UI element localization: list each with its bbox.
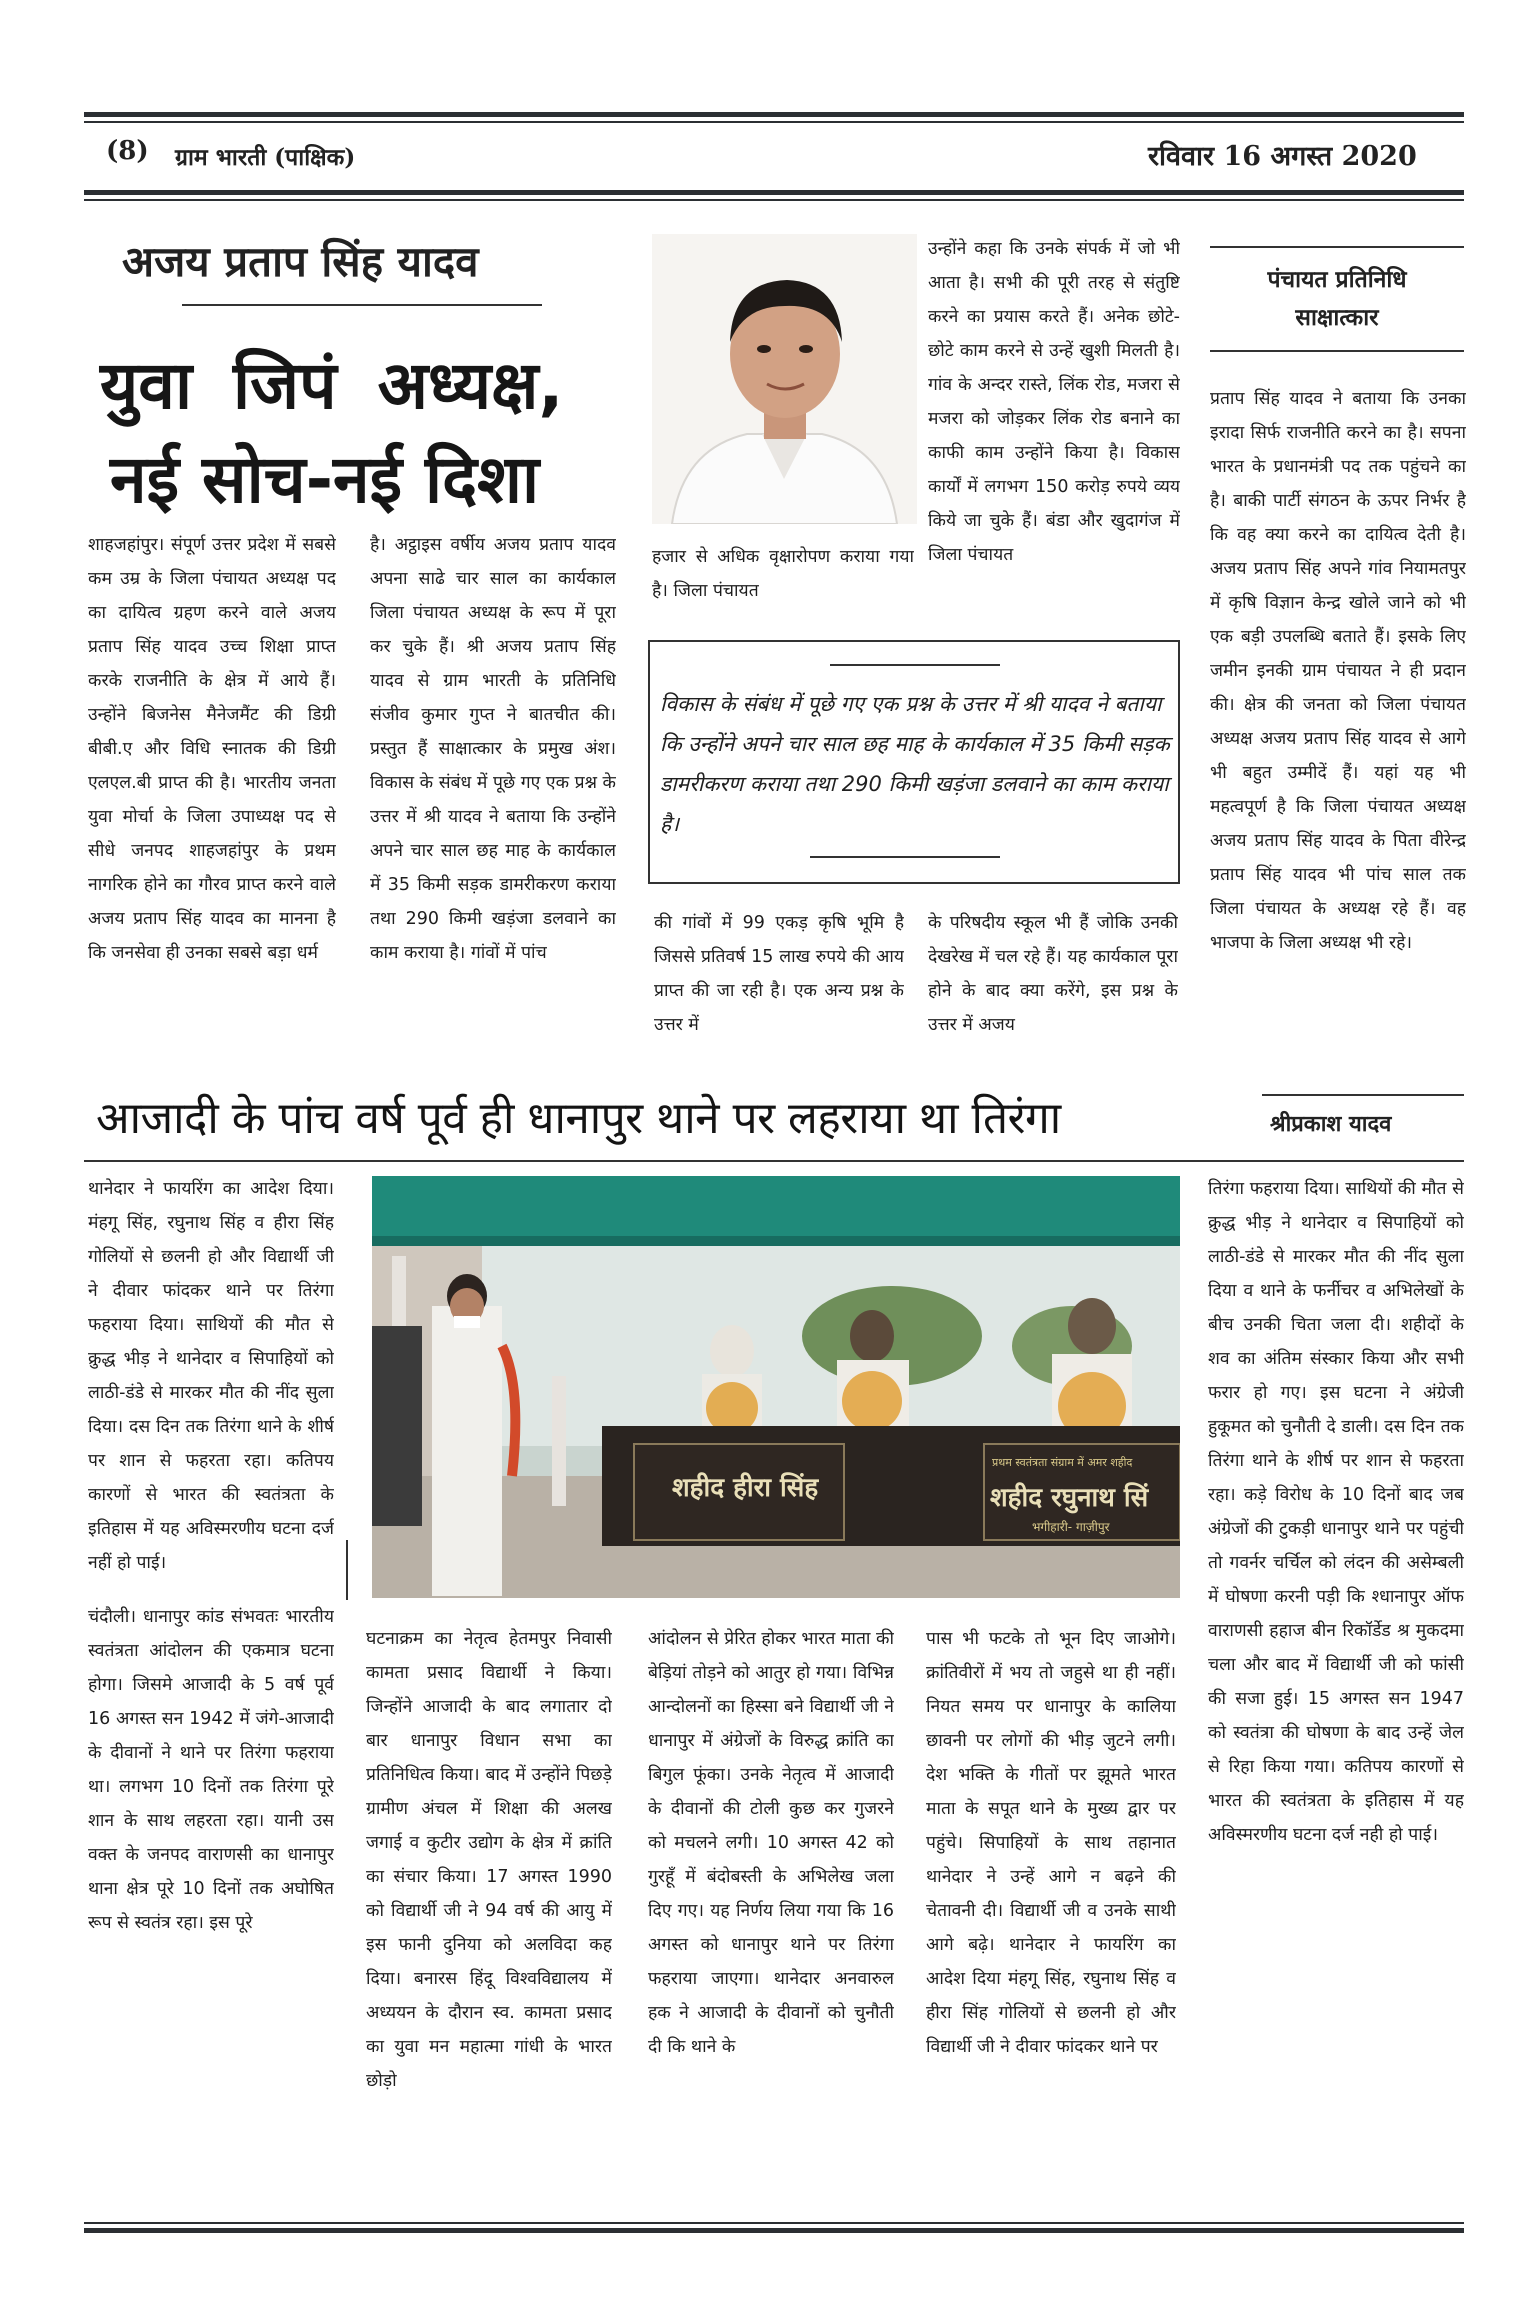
article2-col4-text: पास भी फटके तो भून दिए जाओगे। क्रांतिवीरों में भय तो जहुसे था ही नहीं। नियत समय पर धानापुर के कालिया छावनी पर लोगों की भीड़ जुटने लगी। देश भक्ति के गीतों पर झूमते भारत माता के सपूत थाने के मुख्य द्वार पर पहुंचे। सिपाहियों के साथ तहानात थानेदार ने उन्हें आगे न बढ़ने की चेतावनी दी। विद्यार्थी जी व उनके साथी आगे बढ़े। थानेदार ने फायरिंग का आदेश दिया मंहगू सिंह, रघुनाथ सिंह व हीरा सिंह गोलियों से छलनी हो और विद्यार्थी जी ने दीवार फांदकर थाने पर bbox=[926, 1629, 1176, 2057]
pullquote-text: विकास के संबंध में पूछे गए एक प्रश्न के उत्तर में श्री यादव ने बताया कि उन्होंने अपने चार साल छह माह के कार्यकाल में 35 किमी सड़क डामरीकरण कराया तथा 290 किमी खड़ंजा डलवाने का काम कराया है। bbox=[660, 692, 1170, 836]
article1-headline-line2: नई सोच-नई दिशा bbox=[110, 441, 540, 518]
article1-bottom-right-text: के परिषदीय स्कूल भी हैं जोकि उनकी देखरेख में चल रहे हैं। यह कार्यकाल पूरा होने के बाद क्या करेंगे, इस प्रश्न के उत्तर में अजय bbox=[928, 913, 1178, 1035]
article1-col3-text: उन्होंने कहा कि उनके संपर्क में जो भी आता है। सभी की पूरी तरह से संतुष्टि करने का प्रयास करते हैं। अनेक छोटे-छोटे काम करने से उन्हें खुशी मिलती है। गांव के अन्दर रास्ते, लिंक रोड, मजरा से मजरा को जोड़कर लिंक रोड बनाने का काफी काम उन्होंने किया है। विकास कार्यों में लगभग 150 करोड़ रुपये व्यय किये जा चुके हैं। बंडा और खुदागंज में जिला पंचायत bbox=[928, 239, 1180, 565]
article2-col1-para2: चंदौली। धानापुर कांड संभवतः भारतीय स्वतंत्रता आंदोलन की एकमात्र घटना होगा। जिसमे आजादी के 5 वर्ष पूर्व 16 अगस्त सन 1942 में जंगे-आजादी के दीवानों ने थाने पर तिरंगा फहराया था। लगभग 10 दिनों तक तिरंगा पूरे शान के साथ लहरता रहा। यानी उस वक्त के जनपद वाराणसी का धानापुर थाना क्षेत्र पूरे 10 दिनों तक अघोषित रूप से स्वतंत्र रहा। इस पूरे bbox=[88, 1607, 334, 1933]
article2-headline: आजादी के पांच वर्ष पूर्व ही धानापुर थाने पर लहराया था तिरंगा bbox=[96, 1093, 1061, 1144]
article2-col3-text: आंदोलन से प्रेरित होकर भारत माता की बेड़ियां तोड़ने को आतुर हो गया। विभिन्न आन्दोलनों का हिस्सा बने विद्यार्थी जी ने धानापुर में अंग्रेजों के विरुद्ध क्रांति का बिगुल फूंका। उनके नेतृत्व में आजादी के दीवानों की टोली कुछ कर गुजरने को मचलने लगी। 10 अगस्त 42 को गुरहूँ में बंदोबस्ती के अभिलेख जला दिए गए। यह निर्णय लिया गया कि 16 अगस्त को धानापुर थाने पर तिरंगा फहराया जाएगा। थानेदार अनवारुल हक ने आजादी के दीवानों को चुनौती दी कि थाने के bbox=[648, 1629, 894, 2057]
article2-column-5 bbox=[1208, 1172, 1464, 2192]
article2-byline-rule bbox=[1262, 1094, 1464, 1096]
top-rule-thick bbox=[84, 112, 1464, 117]
memorial-illustration bbox=[372, 1176, 1180, 1598]
top-rule-thin bbox=[84, 121, 1464, 123]
article1-col2-text: है। अट्ठाइस वर्षीय अजय प्रताप यादव अपना साढे चार साल का कार्यकाल जिला पंचायत अध्यक्ष के रूप में पूरा कर चुके हैं। श्री अजय प्रताप सिंह यादव से ग्राम भारती के प्रतिनिधि संजीव कुमार गुप्त ने बातचीत की। प्रस्तुत हैं साक्षात्कार के प्रमुख अंश। विकास के संबंध में पूछे गए एक प्रश्न के उत्तर में श्री यादव ने बताया कि उन्होंने अपने चार साल छह माह के कार्यकाल में 35 किमी सड़क डामरीकरण कराया तथा 290 किमी खड़ंजा डलवाने का काम कराया है। गांवों में पांच bbox=[370, 535, 616, 963]
article1-bottom-left-text: की गांवों में 99 एकड़ कृषि भूमि है जिससे प्रतिवर्ष 15 लाख रुपये की आय प्राप्त की जा रही है। एक अन्य प्रश्न के उत्तर में bbox=[654, 913, 904, 1035]
sidebar-rule-top bbox=[1210, 246, 1464, 248]
footer-rule-thick bbox=[84, 2228, 1464, 2233]
article2-col2-text: घटनाक्रम का नेतृत्व हेतमपुर निवासी कामता प्रसाद विद्यार्थी ने किया। जिन्होंने आजादी के बाद लगातार दो बार धानापुर विधान सभा का प्रतिनिधित्व किया। बाद में उन्होंने पिछड़े ग्रामीण अंचल में शिक्षा की अलख जगाई व कुटीर उद्योग के क्षेत्र में क्रांति का संचार किया। 17 अगस्त 1990 को विद्यार्थी जी ने 94 वर्ष की आयु में इस फानी दुनिया को अलविदा कह दिया। बनारस हिंदू विश्वविद्यालय में अध्ययन के दौरान स्व. कामता प्रसाद का युवा मन महात्मा गांधी के भारत छोड़ो bbox=[366, 1629, 612, 2091]
plaque-left-name: शहीद हीरा सिंह bbox=[672, 1473, 819, 1503]
article1-headline-line1: युवा जिपं अध्यक्ष, bbox=[100, 347, 564, 424]
sidebar-title-line2: साक्षात्कार bbox=[1295, 305, 1379, 331]
issue-date: रविवार 16 अगस्त 2020 bbox=[1148, 141, 1417, 172]
header-rule-thick bbox=[84, 190, 1464, 195]
article2-headline-rule bbox=[84, 1160, 1464, 1162]
article2-col1-para1: थानेदार ने फायरिंग का आदेश दिया। मंहगू सिंह, रघुनाथ सिंह व हीरा सिंह गोलियों से छलनी हो और विद्यार्थी जी ने दीवार फांदकर थाने पर तिरंगा फहराया दिया। साथियों की मौत से क्रुद्ध भीड़ ने थानेदार व सिपाहियों को लाठी-डंडे से मारकर मौत की नींद सुला दिया। दस दिन तक तिरंगा थाने के शीर्ष पर शान से फहरता रहा। कतिपय कारणों से भारत की स्वतंत्रता के इतिहास में यह अविस्मरणीय घटना दर्ज नहीं हो पाई। bbox=[88, 1179, 334, 1573]
article2-column-3 bbox=[648, 1622, 894, 2192]
article1-column-2 bbox=[370, 528, 616, 1048]
footer-rule-thin bbox=[84, 2222, 1464, 2224]
article2-col5-text: तिरंगा फहराया दिया। साथियों की मौत से क्रुद्ध भीड़ ने थानेदार व सिपाहियों को लाठी-डंडे से मारकर मौत की नींद सुला दिया व थाने के फर्नीचर व अभिलेखों के बीच उनकी चिता जला दी। शहीदों के शव का अंतिम संस्कार किया और सभी फरार हो गए। इस घटना ने अंग्रेजी हुकूमत को चुनौती दे डाली। दस दिन तक तिरंगा थाने के शीर्ष पर शान से फहरता रहा। कड़े विरोध के 10 दिनों बाद जब अंग्रेजों की टुकड़ी धानापुर थाने पर पहुंची तो गवर्नर चर्चिल को लंदन की असेम्बली में घोषणा करनी पड़ी कि श्धानापुर ऑफ वाराणसी हहाज बीन रिकॉर्डेड श्र मुकदमा चला और बाद में विद्यार्थी जी को फांसी की सजा हुई। 15 अगस्त सन 1947 को स्वतंत्रा की घोषणा के बाद उन्हें जेल से रिहा किया गया। कतिपय कारणों से भारत की स्वतंत्रता के इतिहास में यह अविस्मरणीय घटना दर्ज नही हो पाई। bbox=[1208, 1179, 1464, 1845]
article1-byline: अजय प्रताप सिंह यादव bbox=[122, 237, 479, 286]
pullquote-rule-top bbox=[830, 664, 1000, 666]
sidebar-text: प्रताप सिंह यादव ने बताया कि उनका इरादा सिर्फ राजनीति करने का है। सपना भारत के प्रधानमंत्री पद तक पहुंचने का है। बाकी पार्टी संगठन के ऊपर निर्भर है कि वह क्या करने का दायित्व देती है। अजय प्रताप सिंह अपने गांव नियामतपुर में कृषि विज्ञान केन्द्र खोले जाने को भी एक बड़ी उपलब्धि बताते हैं। इसके लिए जमीन इनकी ग्राम पंचायत ने ही प्रदान की। क्षेत्र की जनता को जिला पंचायत अध्यक्ष अजय प्रताप सिंह यादव से आगे भी बहुत उम्मीदें हैं। यहां यह भी महत्वपूर्ण है कि जिला पंचायत अध्यक्ष अजय प्रताप सिंह यादव के पिता वीरेन्द्र प्रताप सिंह यादव भी पांच साल तक जिला पंचायत के अध्यक्ष रहे हैं। वह भाजपा के जिला अध्यक्ष भी रहे। bbox=[1210, 389, 1466, 953]
sidebar-column bbox=[1210, 382, 1466, 1056]
pullquote-box bbox=[648, 640, 1180, 884]
plaque-right-sub: भगीहारी- गाज़ीपुर bbox=[1032, 1520, 1110, 1534]
portrait-photo bbox=[652, 234, 917, 524]
article1-col1-text: शाहजहांपुर। संपूर्ण उत्तर प्रदेश में सबसे कम उम्र के जिला पंचायत अध्यक्ष पद का दायित्व ग्रहण करने वाले अजय प्रताप सिंह यादव उच्च शिक्षा प्राप्त करके राजनीति के क्षेत्र में आये हैं। उन्होंने बिजनेस मैनेजमैंट की डिग्री बीबी.ए और विधि स्नातक की डिग्री एलएल.बी प्राप्त की है। भारतीय जनता युवा मोर्चा के जिला उपाध्यक्ष पद से सीधे जनपद शाहजहांपुर के प्रथम नागरिक होने का गौरव प्राप्त करने वाले अजय प्रताप सिंह यादव का मानना है कि जनसेवा ही उनका सबसे बड़ा धर्म bbox=[88, 535, 336, 963]
plaque-small-text: प्रथम स्वतंत्रता संग्राम में अमर शहीद bbox=[992, 1456, 1133, 1469]
pullquote-rule-bottom bbox=[810, 856, 1000, 858]
sidebar-rule-bottom bbox=[1210, 350, 1464, 352]
portrait-illustration bbox=[652, 234, 917, 524]
article2-byline: श्रीप्रकाश यादव bbox=[1270, 1112, 1392, 1137]
article2-column-4 bbox=[926, 1622, 1176, 2192]
article2-column-2 bbox=[366, 1622, 612, 2192]
header-rule-thin bbox=[84, 199, 1464, 201]
page-number: (8) bbox=[106, 136, 149, 166]
memorial-photo bbox=[372, 1176, 1180, 1598]
article1-column-1 bbox=[88, 528, 336, 1048]
plaque-right-name: शहीद रघुनाथ सिं bbox=[990, 1483, 1149, 1513]
sidebar-title-line1: पंचायत प्रतिनिधि bbox=[1267, 267, 1407, 293]
photo-caption-column bbox=[652, 540, 914, 610]
article1-column-3-top bbox=[928, 232, 1180, 610]
photo-caption: हजार से अधिक वृक्षारोपण कराया गया है। जिला पंचायत bbox=[652, 547, 914, 601]
article1-bottom-right-column bbox=[928, 906, 1178, 1046]
column-divider bbox=[346, 1540, 348, 1600]
publication-name: ग्राम भारती (पाक्षिक) bbox=[175, 144, 356, 171]
article2-column-1 bbox=[88, 1172, 334, 2192]
article1-bottom-left-column bbox=[654, 906, 904, 1046]
byline-underline bbox=[182, 304, 542, 306]
